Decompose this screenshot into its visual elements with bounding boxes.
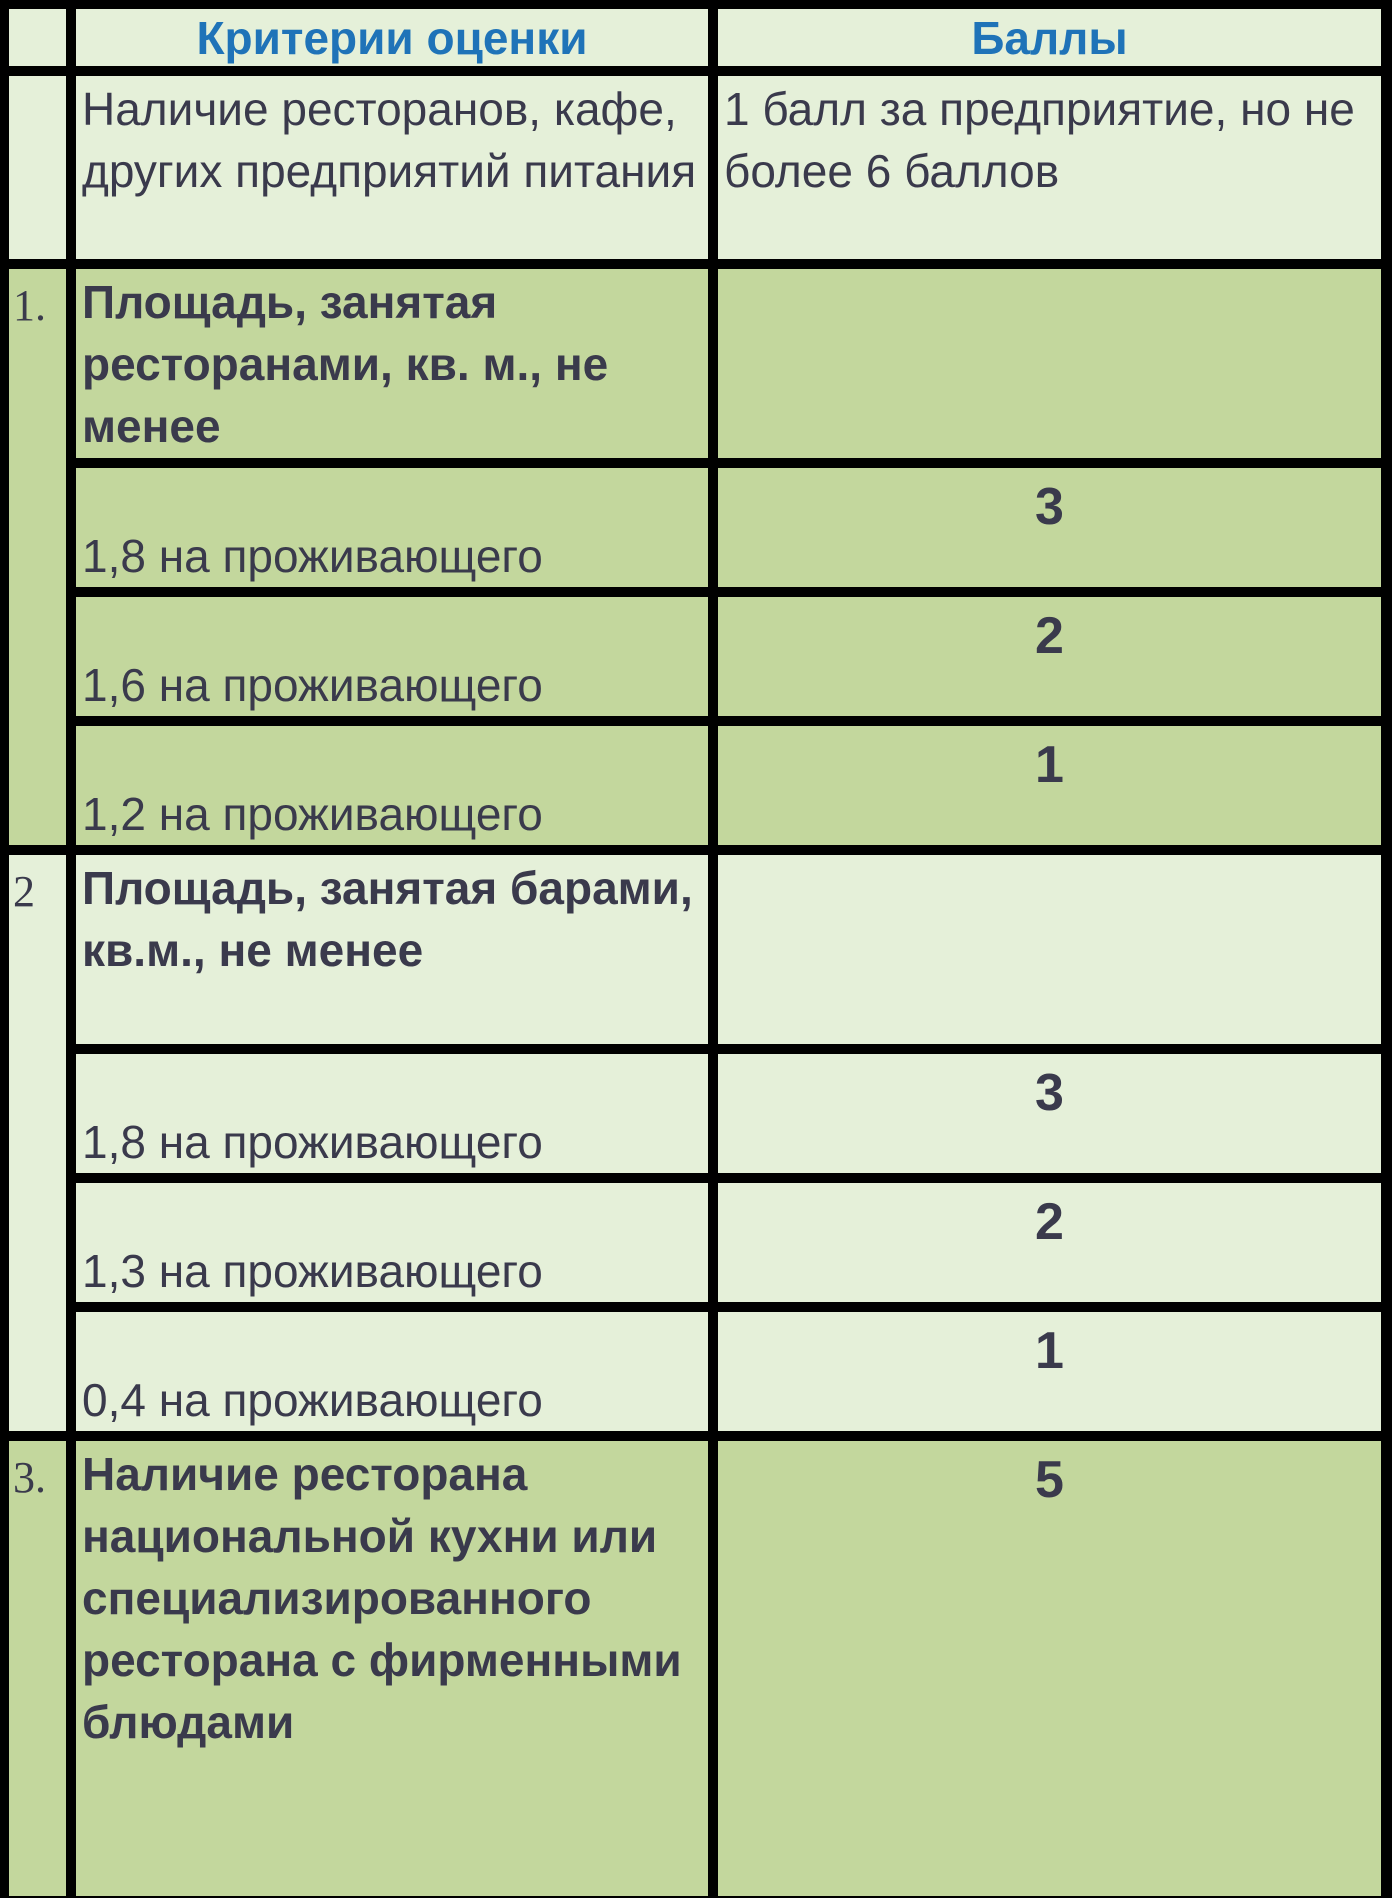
section1-row2-label: 1,6 на проживающего [76,597,708,716]
section1-row2-points: 2 [718,597,1381,716]
points-column-header: Баллы [718,9,1381,66]
section1-row1-label: 1,8 на проживающего [76,468,708,587]
section3-points: 5 [718,1441,1381,1896]
section1-number: 1. [9,269,66,845]
section3-title: Наличие ресторана национальной кухни или специализированного ресторана с фирменными блюдами [76,1441,708,1896]
section1-row3-label: 1,2 на проживающего [76,726,708,845]
section2-row3-label: 0,4 на проживающего [76,1312,708,1431]
section2-row2-label: 1,3 на проживающего [76,1183,708,1302]
section1-row1-points: 3 [718,468,1381,587]
section2-number: 2 [9,855,66,1431]
intro-number-cell [9,76,66,259]
section2-row1-label: 1,8 на проживающего [76,1054,708,1173]
intro-points-cell: 1 балл за предприятие, но не более 6 баллов [718,76,1381,259]
section1-title-points [718,269,1381,458]
section1-title: Площадь, занятая ресторанами, кв. м., не менее [76,269,708,458]
section2-row2-points: 2 [718,1183,1381,1302]
section2-row3-points: 1 [718,1312,1381,1431]
section2-title: Площадь, занятая барами, кв.м., не менее [76,855,708,1044]
number-column-header [9,9,66,66]
criteria-column-header: Критерии оценки [76,9,708,66]
intro-criterion-cell: Наличие ресторанов, кафе, других предприятий питания [76,76,708,259]
section2-row1-points: 3 [718,1054,1381,1173]
section3-number: 3. [9,1441,66,1896]
section2-title-points [718,855,1381,1044]
section1-row3-points: 1 [718,726,1381,845]
